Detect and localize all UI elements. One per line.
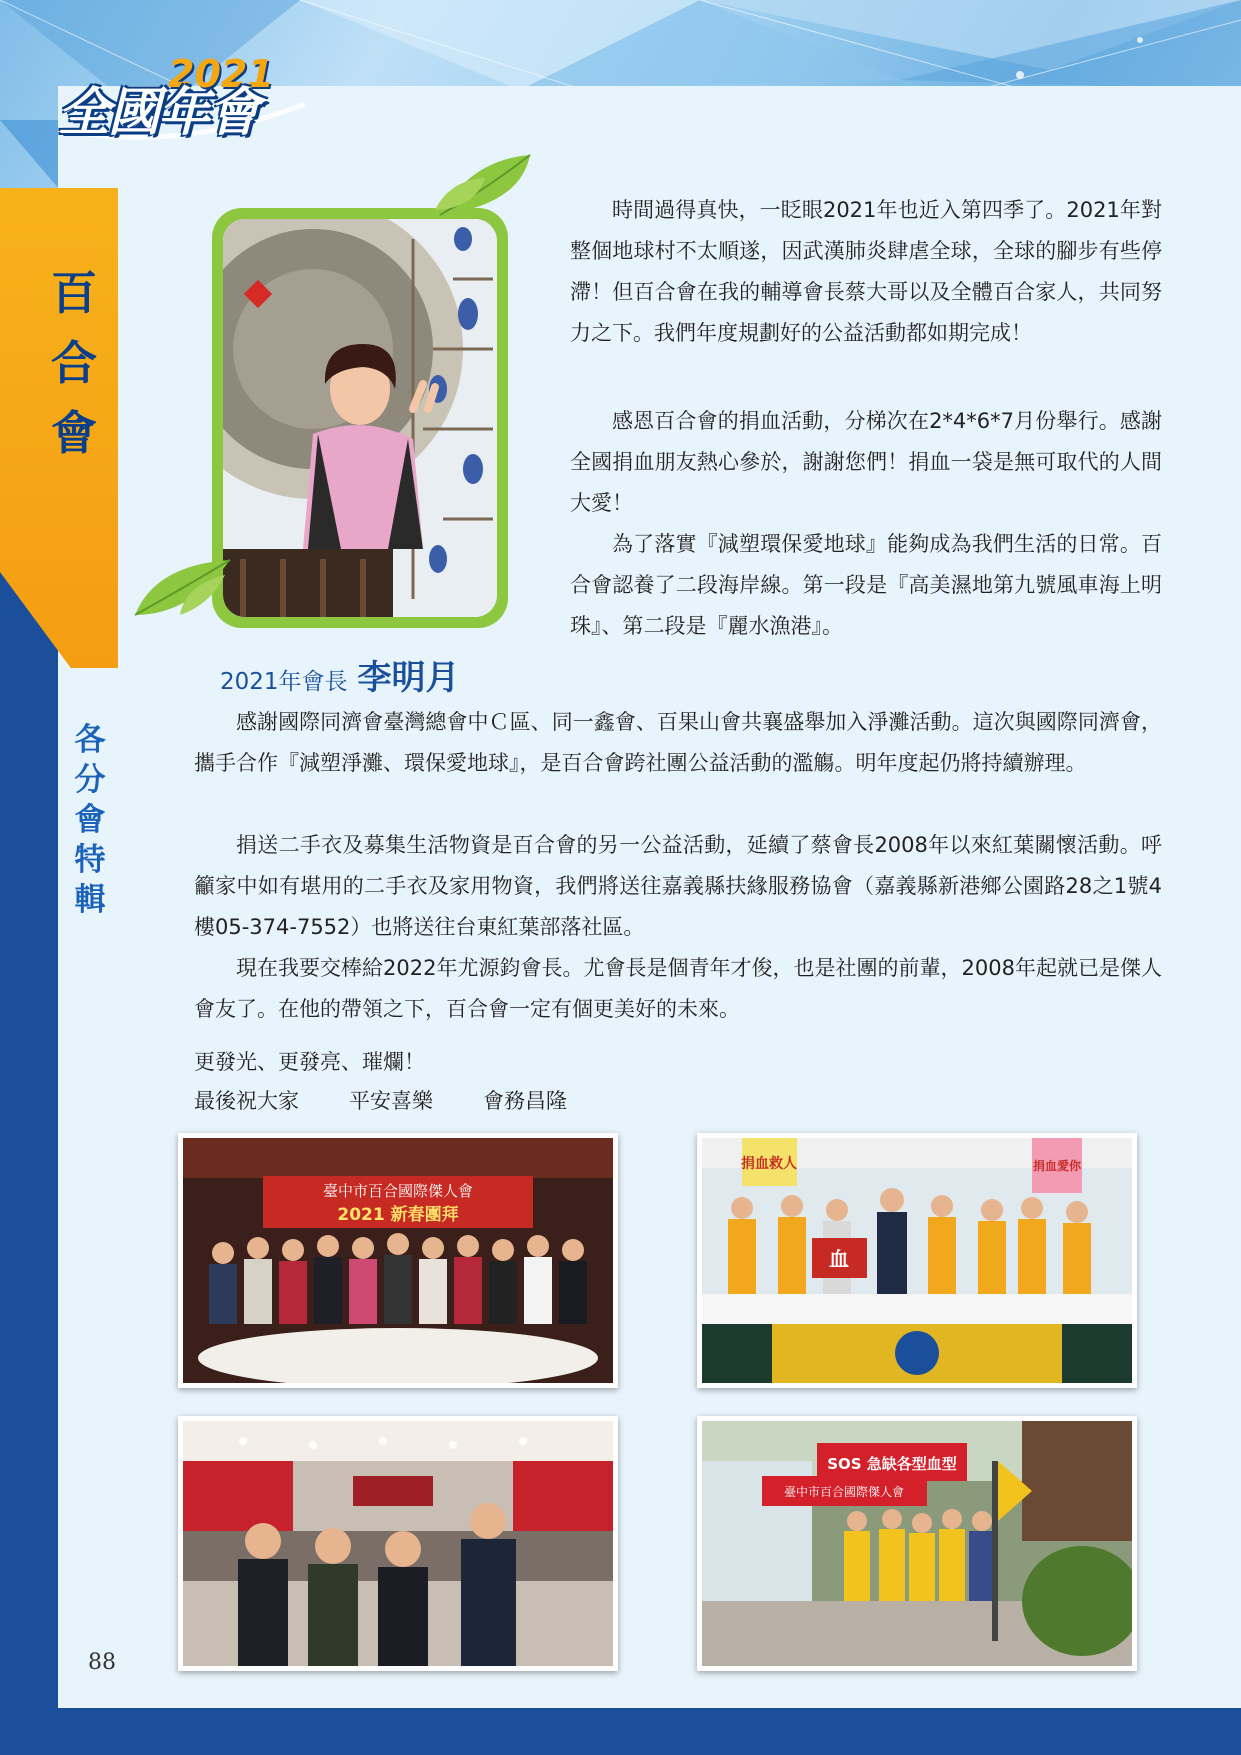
photo-outdoor-group (702, 1421, 1132, 1666)
banner-text: 臺中市百合國際傑人會 (322, 1182, 474, 1200)
photo-blood-donation (697, 1133, 1137, 1388)
sign-text: 臺中市百合國際傑人會 (783, 1485, 905, 1499)
sign-text: 捐血救人 (741, 1156, 797, 1172)
leaf-decoration-top (430, 150, 540, 225)
page-number: 88 (88, 1650, 116, 1675)
bottom-bar (0, 1708, 1241, 1755)
section-label-vertical (66, 720, 114, 920)
closing-wish: 平安喜樂 (349, 1089, 433, 1113)
closing-line-2 (194, 1085, 617, 1115)
portrait-photo (223, 219, 497, 617)
banner-text: 2021 新春團拜 (337, 1205, 459, 1225)
club-name-char: 百 (51, 266, 97, 320)
sign-text: 捐血愛你 (1032, 1159, 1082, 1173)
closing-wish: 會務昌隆 (483, 1089, 567, 1113)
closing-wish: 最後祝大家 (194, 1089, 299, 1113)
section-label-char: 各 (74, 722, 106, 758)
sign-text: 血 (829, 1247, 849, 1271)
article-paragraph: 感謝國際同濟會臺灣總會中Ｃ區、同一鑫會、百果山會共襄盛舉加入淨灘活動。這次與國際同濟會，攜手合作『減塑淨灘、環保愛地球』，是百合會跨社團公益活動的濫觴。明年度起仍將持續辦理。 (194, 710, 1162, 775)
article-paragraph: 感恩百合會的捐血活動，分梯次在2*4*6*7月份舉行。感謝全國捐血朋友熱心參於，謝謝您們！捐血一袋是無可取代的人間大愛！ (570, 409, 1162, 515)
article-paragraph: 時間過得真快，一眨眼2021年也近入第四季了。2021年對整個地球村不太順遂，因武漢肺炎肆虐全球，全球的腳步有些停滯！但百合會在我的輔導會長蔡大哥以及全體百合家人，共同努力之下。我們年度規劃好的公益活動都如期完成！ (570, 198, 1162, 345)
photo-conference (183, 1421, 613, 1666)
leaf-decoration-bottom (130, 545, 240, 625)
photo-new-year-gathering (178, 1133, 618, 1388)
portrait-caption (220, 650, 460, 699)
section-label-char: 分 (74, 762, 106, 798)
photo-group-banquet (183, 1138, 613, 1383)
closing-line-1: 更發光、更發亮、璀爛！ (194, 1050, 425, 1074)
caption-name: 李明月 (357, 658, 460, 698)
section-label-char: 輯 (74, 882, 106, 918)
club-name-char: 會 (51, 406, 97, 460)
section-label-char: 會 (74, 802, 106, 838)
portrait-frame (212, 208, 508, 628)
section-label-char: 特 (74, 842, 106, 878)
photo-meeting-hall (178, 1416, 618, 1671)
club-name-char: 合 (51, 336, 97, 390)
caption-title: 2021年會長 (220, 669, 348, 695)
photo-outdoor-event (697, 1416, 1137, 1671)
president-portrait (223, 219, 497, 617)
club-name-vertical (44, 258, 104, 468)
photo-blood-drive-team (702, 1138, 1132, 1383)
logo-text: 全國年會 (58, 83, 259, 143)
sign-text: SOS 急缺各型血型 (827, 1455, 957, 1473)
article-paragraph: 現在我要交棒給2022年尤源鈞會長。尤會長是個青年才俊，也是社團的前輩，2008年起就已是傑人會友了。在他的帶領之下，百合會一定有個更美好的未來。 (194, 956, 1162, 1021)
article-paragraph: 為了落實『減塑環保愛地球』能夠成為我們生活的日常。百合會認養了二段海岸線。第一段是『高美濕地第九號風車海上明珠』、第二段是『麗水漁港』。 (570, 532, 1162, 638)
logo-year: 2021 (168, 52, 274, 96)
article-paragraph: 捐送二手衣及募集生活物資是百合會的另一公益活動，延續了蔡會長2008年以來紅葉關懷活動。呼籲家中如有堪用的二手衣及家用物資，我們將送往嘉義縣扶緣服務協會（嘉義縣新港鄉公園路28之1號4樓05-374-7552）也將送往台東紅葉部落社區。 (194, 833, 1162, 939)
